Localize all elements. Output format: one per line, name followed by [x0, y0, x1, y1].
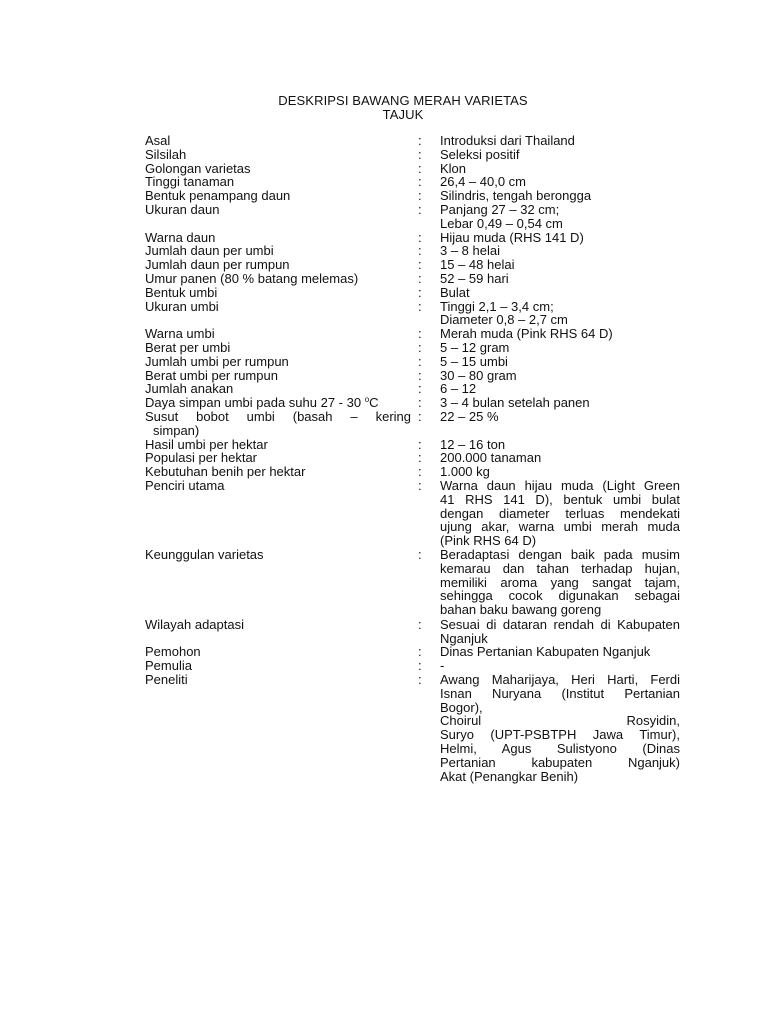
row-value-line: 1.000 kg — [440, 464, 490, 480]
description-row — [145, 175, 685, 189]
row-value — [440, 341, 680, 355]
row-label-text: Bentuk penampang daun — [145, 188, 291, 204]
row-separator: : — [418, 367, 422, 383]
row-label-text: Peneliti — [145, 672, 188, 688]
row-value — [440, 369, 680, 383]
row-separator: : — [418, 450, 422, 466]
row-value-line: - — [440, 658, 445, 674]
row-label — [145, 175, 411, 189]
row-label-text: Populasi per hektar — [145, 450, 258, 466]
row-label — [145, 659, 411, 673]
degree-superscript: o — [364, 395, 370, 405]
row-separator: : — [418, 160, 422, 176]
row-label-text: Pemulia — [145, 658, 192, 674]
row-value-line: 41 RHS 141 D), bentuk umbi bulat — [440, 491, 680, 507]
description-row — [145, 548, 685, 617]
row-value — [440, 231, 680, 245]
row-value-line: Introduksi dari Thailand — [440, 133, 575, 148]
row-separator: : — [418, 174, 422, 190]
row-value — [440, 258, 680, 272]
row-label — [145, 189, 411, 203]
row-value — [440, 479, 680, 548]
row-value — [440, 148, 680, 162]
row-value-line: 30 – 80 gram — [440, 367, 517, 383]
description-row — [145, 327, 685, 341]
row-value — [440, 189, 680, 203]
row-value — [440, 673, 680, 783]
row-value-line: Awang Maharijaya, Heri Harti, Ferdi — [440, 672, 680, 688]
description-row — [145, 272, 685, 286]
row-label — [145, 327, 411, 341]
row-label-text: Jumlah anakan — [145, 381, 234, 397]
row-value — [440, 396, 680, 410]
row-label — [145, 548, 411, 562]
row-value-line: Nganjuk — [440, 630, 488, 646]
row-value-line: 15 – 48 helai — [440, 257, 515, 273]
row-value-line: memiliki aroma yang sangat tajam, — [440, 574, 680, 590]
row-value-line: ujung akar, warna umbi merah muda — [440, 519, 680, 535]
row-value — [440, 272, 680, 286]
row-label — [145, 300, 411, 314]
row-label-text: Jumlah umbi per rumpun — [145, 353, 289, 369]
row-label-text: Jumlah daun per umbi — [145, 243, 274, 259]
row-value — [440, 438, 680, 452]
row-value — [440, 134, 680, 148]
row-value — [440, 355, 680, 369]
description-row — [145, 396, 685, 410]
row-value-line: Suryo (UPT-PSBTPH Jawa Timur), — [440, 727, 680, 743]
row-label — [145, 162, 411, 176]
description-row — [145, 410, 685, 438]
row-label-text: Susut bobot umbi (basah – kering — [145, 408, 411, 424]
row-label — [145, 465, 411, 479]
row-value-line: Helmi, Agus Sulistyono (Dinas — [440, 741, 680, 757]
row-label — [145, 645, 411, 659]
row-value-line: 52 – 59 hari — [440, 270, 509, 286]
row-value-line: kemarau dan tahan terhadap hujan, — [440, 560, 680, 576]
row-label — [145, 673, 411, 687]
row-label — [145, 244, 411, 258]
row-value — [440, 286, 680, 300]
description-row — [145, 134, 685, 148]
row-separator: : — [418, 243, 422, 259]
row-value-line: Beradaptasi dengan baik pada musim — [440, 546, 680, 562]
row-separator: : — [418, 339, 422, 355]
row-value — [440, 175, 680, 189]
row-separator: : — [418, 133, 422, 148]
row-separator: : — [418, 658, 422, 674]
row-value-line: Klon — [440, 160, 467, 176]
description-row — [145, 258, 685, 272]
description-row — [145, 465, 685, 479]
row-value — [440, 465, 680, 479]
row-label-text: Daya simpan umbi pada suhu 27 - 30 — [145, 395, 365, 411]
row-separator: : — [418, 395, 422, 411]
row-value-line: Silindris, tengah berongga — [440, 188, 592, 204]
row-label-text: Penciri utama — [145, 477, 225, 493]
description-row — [145, 148, 685, 162]
row-value — [440, 451, 680, 465]
row-label — [145, 618, 411, 632]
row-value-line: 200.000 tanaman — [440, 450, 542, 466]
row-separator: : — [418, 257, 422, 273]
row-value-line: 26,4 – 40,0 cm — [440, 174, 526, 190]
row-label-text: Berat umbi per rumpun — [145, 367, 278, 383]
row-separator: : — [418, 381, 422, 397]
row-separator: : — [418, 284, 422, 300]
row-value-line: (Pink RHS 64 D) — [440, 533, 537, 549]
row-value-line: Seleksi positif — [440, 146, 520, 162]
row-value-line: Merah muda (Pink RHS 64 D) — [440, 326, 613, 342]
row-value-line: Bulat — [440, 284, 470, 300]
description-row — [145, 659, 685, 673]
row-value — [440, 162, 680, 176]
row-label-text: Pemohon — [145, 644, 201, 660]
description-row — [145, 645, 685, 659]
description-row — [145, 618, 685, 646]
row-value — [440, 410, 680, 438]
row-value-line: Hijau muda (RHS 141 D) — [440, 229, 584, 245]
row-value — [440, 203, 680, 231]
description-row — [145, 189, 685, 203]
row-value-line: Lebar 0,49 – 0,54 cm — [440, 215, 563, 231]
row-separator: : — [418, 229, 422, 245]
row-label — [145, 286, 411, 300]
row-separator: : — [418, 353, 422, 369]
row-separator: : — [418, 326, 422, 342]
row-label — [145, 396, 411, 410]
row-separator: : — [418, 270, 422, 286]
row-value-line: Diameter 0,8 – 2,7 cm — [440, 312, 568, 328]
row-separator: : — [418, 546, 422, 562]
row-value-line: Dinas Pertanian Kabupaten Nganjuk — [440, 644, 651, 660]
description-row — [145, 286, 685, 300]
row-label-unit: C — [369, 395, 379, 411]
row-label-text-continued: simpan) — [153, 422, 200, 438]
row-label-text: Wilayah adaptasi — [145, 616, 244, 632]
description-row — [145, 479, 685, 548]
row-value — [440, 659, 680, 673]
row-value-line: Tinggi 2,1 – 3,4 cm; — [440, 298, 554, 314]
row-label-text: Keunggulan varietas — [145, 546, 264, 562]
row-value-line: Choirul Rosyidin, — [440, 713, 680, 729]
row-label-text: Tinggi tanaman — [145, 174, 235, 190]
description-row — [145, 244, 685, 258]
row-value-line: Panjang 27 – 32 cm; — [440, 201, 560, 217]
row-label — [145, 258, 411, 272]
row-label — [145, 231, 411, 245]
row-value-line: Isnan Nuryana (Institut Pertanian — [440, 685, 680, 701]
row-separator: : — [418, 477, 422, 493]
row-label-text: Hasil umbi per hektar — [145, 436, 268, 452]
description-row — [145, 369, 685, 383]
description-row — [145, 438, 685, 452]
description-row — [145, 451, 685, 465]
row-label-text: Warna daun — [145, 229, 216, 245]
row-label — [145, 410, 411, 438]
row-label-text: Ukuran umbi — [145, 298, 219, 314]
row-label — [145, 355, 411, 369]
row-label-text: Asal — [145, 133, 171, 148]
row-label — [145, 148, 411, 162]
row-label-text: Golongan varietas — [145, 160, 251, 176]
description-row — [145, 231, 685, 245]
row-value-line: 3 – 8 helai — [440, 243, 500, 259]
description-row — [145, 341, 685, 355]
row-value-line: 3 – 4 bulan setelah panen — [440, 395, 590, 411]
row-value-line: 6 – 12 — [440, 381, 477, 397]
row-label — [145, 272, 411, 286]
row-value — [440, 244, 680, 258]
row-label — [145, 203, 411, 217]
row-value — [440, 382, 680, 396]
row-separator: : — [418, 298, 422, 314]
description-row — [145, 162, 685, 176]
row-value — [440, 548, 680, 617]
row-separator: : — [418, 616, 422, 632]
row-label-text: Warna umbi — [145, 326, 215, 342]
row-separator: : — [418, 672, 422, 688]
row-separator: : — [418, 436, 422, 452]
row-value-line: 5 – 12 gram — [440, 339, 510, 355]
row-value — [440, 645, 680, 659]
row-label — [145, 134, 411, 148]
description-row — [145, 382, 685, 396]
row-value — [440, 300, 680, 328]
row-separator: : — [418, 408, 422, 424]
row-value-line: Sesuai di dataran rendah di Kabupaten — [440, 616, 680, 632]
row-value — [440, 327, 680, 341]
row-label — [145, 451, 411, 465]
row-separator: : — [418, 644, 422, 660]
row-label-text: Kebutuhan benih per hektar — [145, 464, 306, 480]
row-label-text: Silsilah — [145, 146, 187, 162]
row-separator: : — [418, 188, 422, 204]
description-row — [145, 673, 685, 783]
description-row — [145, 355, 685, 369]
description-row — [145, 203, 685, 231]
row-label-text: Berat per umbi — [145, 339, 231, 355]
document-title: DESKRIPSI BAWANG MERAH VARIETAS — [278, 93, 528, 108]
row-value-line: 5 – 15 umbi — [440, 353, 508, 369]
row-value-line: Warna daun hijau muda (Light Green — [440, 477, 680, 493]
row-label — [145, 479, 411, 493]
row-label-text: Ukuran daun — [145, 201, 220, 217]
document-subtitle: TAJUK — [382, 107, 424, 122]
row-separator: : — [418, 146, 422, 162]
row-label — [145, 341, 411, 355]
row-value-line: Bogor), — [440, 699, 483, 715]
row-label-text: Jumlah daun per rumpun — [145, 257, 290, 273]
row-value — [440, 618, 680, 646]
row-value-line: Akat (Penangkar Benih) — [440, 768, 579, 784]
row-value-line: Pertanian kabupaten Nganjuk) — [440, 754, 680, 770]
row-label-text: Umur panen (80 % batang melemas) — [145, 270, 359, 286]
row-label — [145, 382, 411, 396]
row-value-line: dengan diameter terluas mendekati — [440, 505, 680, 521]
row-separator: : — [418, 464, 422, 480]
description-list — [145, 134, 685, 783]
row-label — [145, 369, 411, 383]
row-separator: : — [418, 201, 422, 217]
row-value-line: sehingga cocok digunakan sebagai — [440, 588, 680, 604]
description-row — [145, 300, 685, 328]
row-value-line: bahan baku bawang goreng — [440, 602, 602, 618]
row-label — [145, 438, 411, 452]
row-value-line: 22 – 25 % — [440, 408, 499, 424]
row-label-text: Bentuk umbi — [145, 284, 218, 300]
row-value-line: 12 – 16 ton — [440, 436, 506, 452]
